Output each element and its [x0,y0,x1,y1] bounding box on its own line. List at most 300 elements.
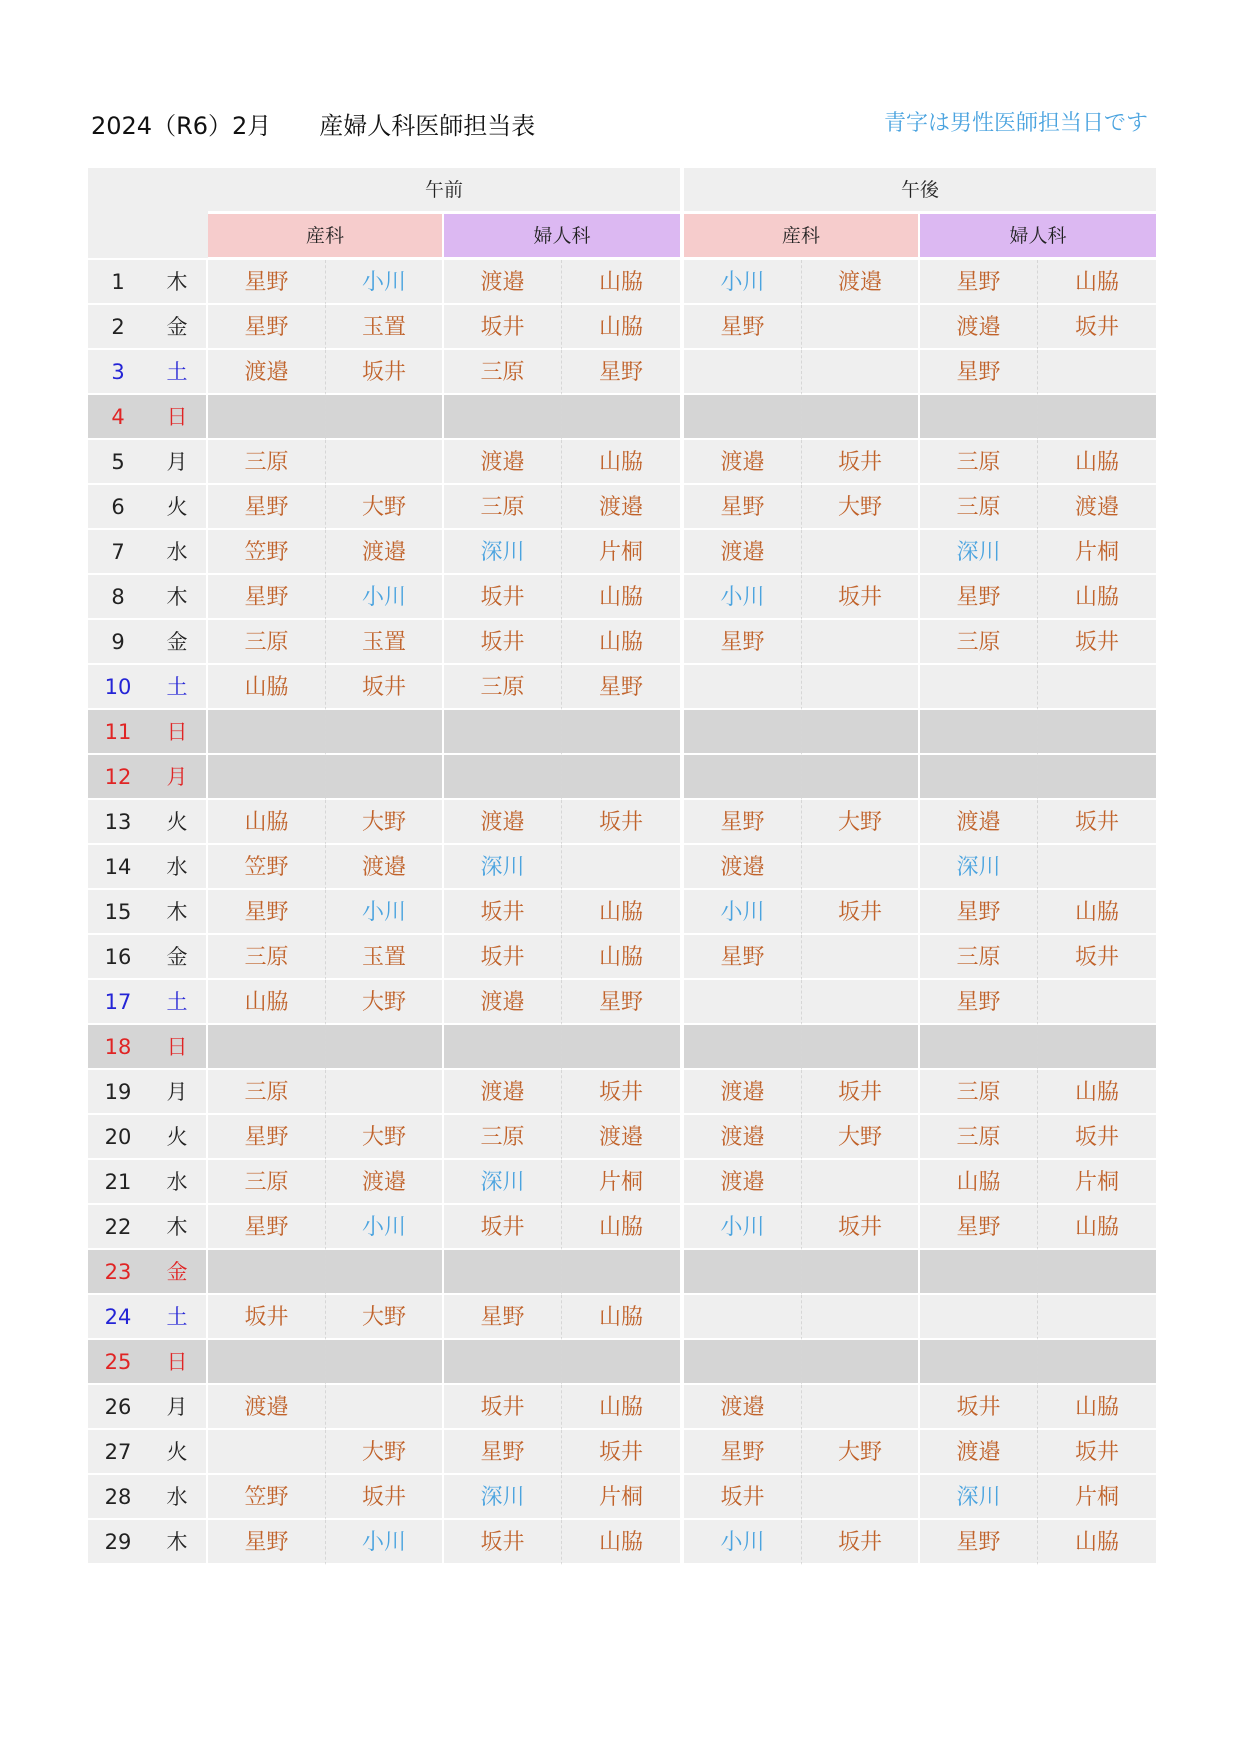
doctor-cell: 笠野 [208,1475,326,1520]
doctor-cell: 小川 [326,1205,444,1250]
doctor-cell: 坂井 [562,1070,680,1115]
column-separator [680,305,684,350]
doctor-cell [802,980,920,1025]
doctor-cell: 星野 [208,260,326,305]
doctor-cell: 小川 [326,260,444,305]
doctor-cell: 三原 [920,620,1038,665]
doctor-cell [326,1340,444,1385]
doctor-cell: 山脇 [920,1160,1038,1205]
column-separator [680,980,684,1025]
doctor-cell: 三原 [444,350,562,395]
doctor-cell: 坂井 [444,620,562,665]
day-of-week: 火 [148,1430,208,1475]
doctor-cell: 坂井 [562,800,680,845]
column-separator [680,260,684,305]
doctor-cell [326,1385,444,1430]
doctor-cell: 坂井 [326,665,444,710]
doctor-cell: 大野 [326,1115,444,1160]
doctor-cell: 坂井 [802,440,920,485]
doctor-cell: 星野 [208,305,326,350]
doctor-cell: 星野 [684,485,802,530]
doctor-cell [326,755,444,800]
doctor-cell [802,350,920,395]
column-separator [680,1475,684,1520]
doctor-cell [208,1430,326,1475]
doctor-cell: 山脇 [208,980,326,1025]
day-number: 9 [88,620,148,665]
column-separator [680,485,684,530]
doctor-cell [920,665,1038,710]
doctor-cell: 小川 [326,575,444,620]
legend-note: 青字は男性医師担当日です [883,111,1148,136]
day-number: 28 [88,1475,148,1520]
doctor-cell: 小川 [684,1205,802,1250]
column-separator [680,755,684,800]
day-number: 21 [88,1160,148,1205]
day-number: 3 [88,350,148,395]
doctor-cell: 坂井 [684,1475,802,1520]
doctor-cell: 小川 [684,890,802,935]
doctor-cell [802,665,920,710]
day-number: 10 [88,665,148,710]
day-of-week: 日 [148,710,208,755]
doctor-cell: 山脇 [562,575,680,620]
day-of-week: 火 [148,485,208,530]
doctor-cell: 星野 [208,1520,326,1565]
doctor-cell: 三原 [208,620,326,665]
doctor-cell: 星野 [684,800,802,845]
doctor-cell: 笠野 [208,530,326,575]
doctor-cell [684,755,802,800]
doctor-cell [444,1340,562,1385]
doctor-cell [684,1025,802,1070]
doctor-cell [684,350,802,395]
doctor-cell: 山脇 [562,890,680,935]
doctor-cell: 三原 [920,440,1038,485]
day-number: 5 [88,440,148,485]
doctor-cell: 渡邉 [684,1160,802,1205]
day-of-week: 木 [148,260,208,305]
doctor-cell: 片桐 [1038,1160,1156,1205]
day-of-week: 水 [148,1160,208,1205]
day-number: 2 [88,305,148,350]
column-separator [680,350,684,395]
doctor-cell: 渡邉 [920,800,1038,845]
doctor-cell: 深川 [444,530,562,575]
doctor-cell [444,395,562,440]
doctor-cell: 坂井 [802,1205,920,1250]
doctor-cell: 大野 [326,800,444,845]
doctor-cell: 星野 [208,1205,326,1250]
doctor-cell [920,755,1038,800]
doctor-cell [208,1025,326,1070]
doctor-cell: 玉置 [326,305,444,350]
column-separator [680,1295,684,1340]
column-separator [680,1250,684,1295]
column-separator [680,665,684,710]
day-of-week: 木 [148,575,208,620]
doctor-cell: 山脇 [1038,575,1156,620]
column-separator [680,1025,684,1070]
doctor-cell: 片桐 [1038,1475,1156,1520]
doctor-cell [920,1250,1038,1295]
doctor-cell: 星野 [208,1115,326,1160]
doctor-cell: 渡邉 [562,485,680,530]
doctor-cell: 笠野 [208,845,326,890]
day-number: 27 [88,1430,148,1475]
day-number: 17 [88,980,148,1025]
column-separator [680,890,684,935]
doctor-cell: 渡邉 [444,1070,562,1115]
doctor-cell: 三原 [444,665,562,710]
doctor-cell [562,710,680,755]
day-of-week: 木 [148,890,208,935]
doctor-cell: 星野 [684,305,802,350]
doctor-cell: 山脇 [1038,890,1156,935]
doctor-cell: 渡邉 [684,1385,802,1430]
doctor-cell: 小川 [684,575,802,620]
doctor-cell: 玉置 [326,935,444,980]
doctor-cell: 大野 [326,1295,444,1340]
column-separator [680,1115,684,1160]
doctor-cell: 大野 [326,980,444,1025]
doctor-cell [802,1250,920,1295]
doctor-cell [326,1025,444,1070]
doctor-cell [802,395,920,440]
doctor-cell: 山脇 [562,620,680,665]
doctor-cell [802,1295,920,1340]
doctor-cell: 坂井 [920,1385,1038,1430]
column-separator [680,440,684,485]
doctor-cell [802,755,920,800]
doctor-cell: 片桐 [562,1160,680,1205]
doctor-cell: 坂井 [802,890,920,935]
doctor-cell [444,1250,562,1295]
day-number: 8 [88,575,148,620]
doctor-cell [684,710,802,755]
doctor-cell: 星野 [562,665,680,710]
doctor-cell: 大野 [802,485,920,530]
day-number: 26 [88,1385,148,1430]
doctor-cell [802,845,920,890]
doctor-cell: 坂井 [562,1430,680,1475]
column-separator [680,845,684,890]
day-number: 7 [88,530,148,575]
doctor-cell [802,1025,920,1070]
doctor-cell: 星野 [920,890,1038,935]
column-separator [680,1430,684,1475]
doctor-cell [326,440,444,485]
doctor-cell: 坂井 [1038,800,1156,845]
doctor-cell: 三原 [208,1070,326,1115]
doctor-cell: 深川 [444,1160,562,1205]
day-of-week: 土 [148,1295,208,1340]
doctor-cell: 星野 [920,1520,1038,1565]
doctor-cell [802,1385,920,1430]
doctor-cell [1038,1025,1156,1070]
doctor-cell [562,755,680,800]
column-separator [680,1385,684,1430]
day-of-week: 水 [148,530,208,575]
doctor-cell [920,710,1038,755]
doctor-cell: 星野 [562,350,680,395]
doctor-cell: 渡邉 [326,845,444,890]
doctor-cell [684,395,802,440]
doctor-cell [684,1250,802,1295]
doctor-cell: 坂井 [1038,305,1156,350]
pm-gynecology-header: 婦人科 [920,214,1156,259]
doctor-cell [208,755,326,800]
day-number: 18 [88,1025,148,1070]
doctor-cell: 三原 [208,1160,326,1205]
doctor-cell: 大野 [326,485,444,530]
doctor-cell: 山脇 [562,1205,680,1250]
column-separator [680,800,684,845]
day-number: 12 [88,755,148,800]
doctor-cell: 渡邉 [684,1115,802,1160]
doctor-cell: 片桐 [562,530,680,575]
doctor-cell: 山脇 [562,305,680,350]
doctor-cell: 三原 [920,1070,1038,1115]
doctor-cell: 星野 [684,620,802,665]
doctor-cell: 渡邉 [1038,485,1156,530]
column-separator [680,1340,684,1385]
day-number: 22 [88,1205,148,1250]
day-number: 6 [88,485,148,530]
doctor-cell [1038,845,1156,890]
doctor-cell: 渡邉 [444,800,562,845]
doctor-cell: 玉置 [326,620,444,665]
doctor-cell: 星野 [684,1430,802,1475]
doctor-cell [208,710,326,755]
doctor-cell: 坂井 [1038,1430,1156,1475]
doctor-cell [326,1070,444,1115]
doctor-cell: 坂井 [802,1070,920,1115]
doctor-cell: 山脇 [1038,1385,1156,1430]
doctor-cell: 山脇 [562,260,680,305]
day-number: 4 [88,395,148,440]
day-of-week: 金 [148,305,208,350]
doctor-cell: 星野 [920,1205,1038,1250]
doctor-cell [444,755,562,800]
doctor-cell: 山脇 [562,935,680,980]
doctor-cell [326,395,444,440]
doctor-cell [684,980,802,1025]
doctor-cell: 三原 [920,1115,1038,1160]
doctor-cell: 山脇 [562,1295,680,1340]
doctor-cell: 山脇 [208,800,326,845]
day-of-week: 木 [148,1520,208,1565]
doctor-cell [1038,1340,1156,1385]
doctor-cell: 渡邉 [208,1385,326,1430]
doctor-cell: 山脇 [562,1385,680,1430]
doctor-cell: 坂井 [444,890,562,935]
day-of-week: 金 [148,620,208,665]
day-of-week: 月 [148,755,208,800]
doctor-cell: 大野 [802,1430,920,1475]
column-separator [680,1070,684,1115]
doctor-cell [802,1475,920,1520]
doctor-cell: 渡邉 [684,530,802,575]
doctor-cell: 三原 [444,485,562,530]
day-number: 25 [88,1340,148,1385]
doctor-cell: 坂井 [802,575,920,620]
doctor-cell: 山脇 [1038,1070,1156,1115]
doctor-cell [562,395,680,440]
doctor-cell: 星野 [444,1295,562,1340]
doctor-cell: 片桐 [1038,530,1156,575]
column-separator [680,1205,684,1250]
column-separator [680,935,684,980]
doctor-cell: 大野 [326,1430,444,1475]
doctor-cell: 山脇 [1038,1520,1156,1565]
doctor-cell: 三原 [920,485,1038,530]
doctor-cell: 大野 [802,800,920,845]
doctor-cell: 星野 [920,350,1038,395]
doctor-cell [1038,710,1156,755]
day-of-week: 土 [148,980,208,1025]
doctor-cell [802,1160,920,1205]
day-number: 24 [88,1295,148,1340]
doctor-cell [920,1340,1038,1385]
doctor-cell: 星野 [684,935,802,980]
doctor-cell: 坂井 [802,1520,920,1565]
doctor-cell [802,530,920,575]
doctor-cell: 渡邉 [684,845,802,890]
doctor-cell [1038,980,1156,1025]
day-number: 15 [88,890,148,935]
day-of-week: 日 [148,1340,208,1385]
doctor-cell [684,1340,802,1385]
doctor-cell: 坂井 [208,1295,326,1340]
doctor-cell: 坂井 [326,1475,444,1520]
doctor-cell: 小川 [326,1520,444,1565]
doctor-cell: 渡邉 [444,260,562,305]
doctor-cell: 三原 [208,935,326,980]
doctor-cell: 深川 [920,845,1038,890]
table-corner [88,168,208,260]
doctor-cell: 渡邉 [802,260,920,305]
doctor-cell: 山脇 [208,665,326,710]
doctor-cell: 渡邉 [444,980,562,1025]
doctor-cell: 小川 [684,260,802,305]
doctor-cell: 星野 [920,980,1038,1025]
doctor-cell: 三原 [920,935,1038,980]
day-number: 13 [88,800,148,845]
day-number: 14 [88,845,148,890]
column-separator [680,1160,684,1205]
doctor-cell: 星野 [208,485,326,530]
doctor-cell [326,710,444,755]
column-separator [680,575,684,620]
column-separator [680,620,684,665]
doctor-cell: 深川 [444,1475,562,1520]
doctor-cell: 大野 [802,1115,920,1160]
day-number: 29 [88,1520,148,1565]
doctor-cell [802,710,920,755]
doctor-cell: 坂井 [444,1385,562,1430]
doctor-cell [802,305,920,350]
doctor-cell: 山脇 [1038,440,1156,485]
am-gynecology-header: 婦人科 [444,214,680,259]
doctor-cell: 渡邉 [920,1430,1038,1475]
doctor-cell [802,1340,920,1385]
doctor-cell: 三原 [444,1115,562,1160]
day-of-week: 土 [148,665,208,710]
doctor-cell [208,395,326,440]
doctor-cell: 渡邉 [444,440,562,485]
doctor-cell: 星野 [208,575,326,620]
column-separator [680,395,684,440]
doctor-cell: 深川 [920,530,1038,575]
day-number: 11 [88,710,148,755]
doctor-cell: 渡邉 [208,350,326,395]
doctor-cell: 渡邉 [562,1115,680,1160]
day-number: 16 [88,935,148,980]
doctor-cell: 星野 [208,890,326,935]
doctor-cell [208,1250,326,1295]
doctor-cell [208,1340,326,1385]
page-title: 2024（R6）2月 産婦人科医師担当表 [91,112,536,140]
doctor-cell [562,1250,680,1295]
doctor-cell: 坂井 [1038,620,1156,665]
doctor-cell: 渡邉 [326,530,444,575]
doctor-cell [326,1250,444,1295]
day-of-week: 火 [148,800,208,845]
doctor-cell [1038,755,1156,800]
doctor-cell [562,1340,680,1385]
day-of-week: 月 [148,1070,208,1115]
doctor-cell: 坂井 [444,305,562,350]
doctor-cell [444,1025,562,1070]
doctor-cell [920,1295,1038,1340]
day-of-week: 木 [148,1205,208,1250]
pm-obstetrics-header: 産科 [684,214,920,259]
day-of-week: 日 [148,1025,208,1070]
day-of-week: 金 [148,935,208,980]
column-separator [680,530,684,575]
doctor-cell [920,1025,1038,1070]
doctor-cell: 坂井 [326,350,444,395]
doctor-cell: 小川 [326,890,444,935]
day-number: 19 [88,1070,148,1115]
day-of-week: 水 [148,1475,208,1520]
doctor-cell [920,395,1038,440]
day-of-week: 水 [148,845,208,890]
doctor-cell: 渡邉 [326,1160,444,1205]
day-number: 23 [88,1250,148,1295]
doctor-cell: 星野 [444,1430,562,1475]
day-of-week: 金 [148,1250,208,1295]
doctor-cell [1038,665,1156,710]
doctor-cell [444,710,562,755]
column-separator [680,710,684,755]
day-of-week: 月 [148,440,208,485]
doctor-cell [802,620,920,665]
doctor-cell: 坂井 [1038,935,1156,980]
pm-header: 午後 [684,168,1156,213]
doctor-cell [562,1025,680,1070]
day-of-week: 日 [148,395,208,440]
doctor-cell: 深川 [920,1475,1038,1520]
doctor-cell: 山脇 [562,440,680,485]
doctor-cell [1038,1295,1156,1340]
schedule-table [88,168,1156,1565]
doctor-cell: 星野 [562,980,680,1025]
doctor-cell: 山脇 [1038,1205,1156,1250]
doctor-cell: 坂井 [444,575,562,620]
doctor-cell: 片桐 [562,1475,680,1520]
